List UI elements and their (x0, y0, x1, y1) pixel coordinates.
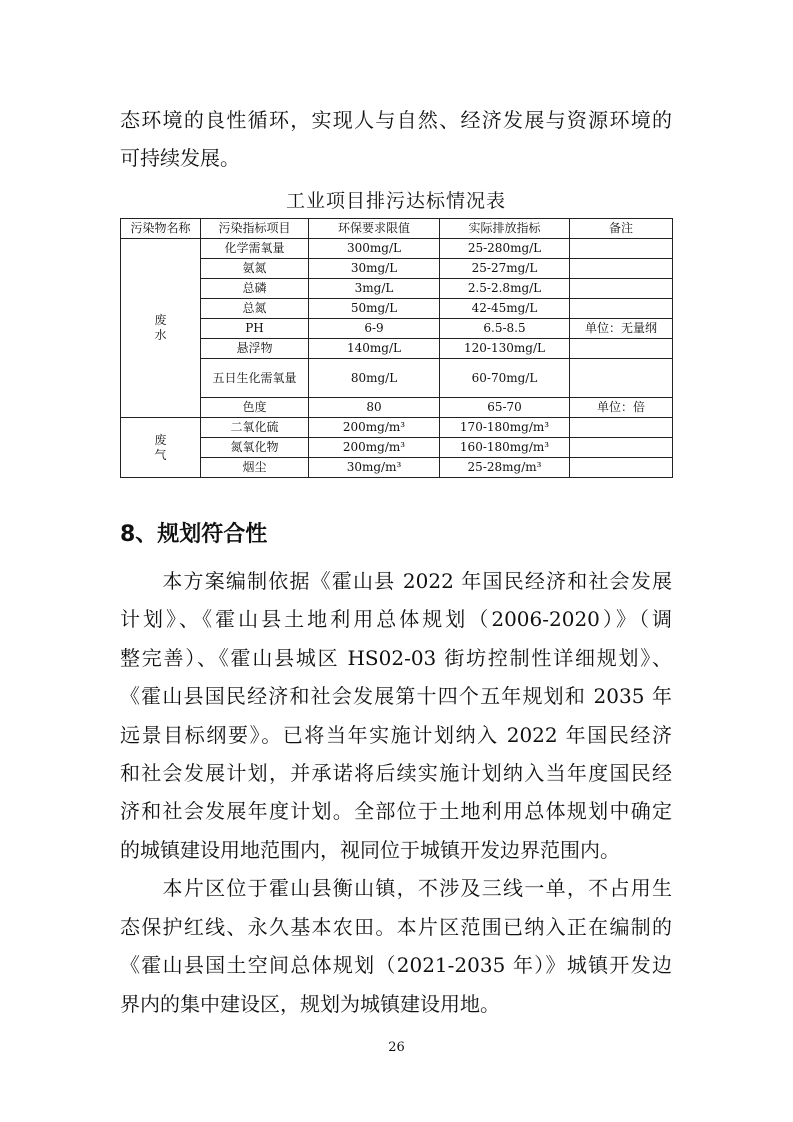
table-row (121, 319, 673, 339)
cell-limit: 80 (309, 398, 440, 418)
cell-item: 二氧化硫 (201, 418, 309, 438)
cell-limit: 200mg/m³ (309, 418, 440, 438)
cell-limit: 80mg/L (309, 359, 440, 398)
table-row (121, 418, 673, 438)
group-name-exhaust: 废 气 (121, 418, 201, 478)
cell-actual: 2.5-2.8mg/L (440, 279, 570, 299)
cell-note (570, 418, 673, 438)
header-note: 备注 (570, 219, 673, 239)
cell-note (570, 458, 673, 478)
table-row (121, 438, 673, 458)
cell-actual: 6.5-8.5 (440, 319, 570, 339)
cell-actual: 42-45mg/L (440, 299, 570, 319)
cell-limit: 200mg/m³ (309, 438, 440, 458)
para1-line-8: 的城镇建设用地范围内，视同位于城镇开发边界范围内。 (120, 838, 620, 862)
para1-line-5: 远景目标纲要》。已将当年实施计划纳入 2022 年国民经济 (120, 723, 672, 747)
cell-item: 色度 (201, 398, 309, 418)
cell-limit: 6-9 (309, 319, 440, 339)
cell-item: 五日生化需氧量 (201, 359, 309, 398)
table-row (121, 279, 673, 299)
table-row (121, 339, 673, 359)
table-row (121, 359, 673, 398)
cell-note (570, 359, 673, 398)
cell-item: 化学需氧量 (201, 239, 309, 259)
cell-note: 单位：倍 (570, 398, 673, 418)
para1-line-7: 济和社会发展年度计划。全部位于土地利用总体规划中确定 (120, 799, 672, 823)
table-row (121, 239, 673, 259)
cell-limit: 30mg/m³ (309, 458, 440, 478)
cell-actual: 25-280mg/L (440, 239, 570, 259)
page-number: 26 (388, 1040, 405, 1055)
cell-note (570, 259, 673, 279)
section-heading: 8、规划符合性 (120, 522, 268, 547)
cell-item: 总磷 (201, 279, 309, 299)
cell-actual: 120-130mg/L (440, 339, 570, 359)
cell-limit: 30mg/L (309, 259, 440, 279)
cell-actual: 160-180mg/m³ (440, 438, 570, 458)
cell-limit: 3mg/L (309, 279, 440, 299)
cell-note (570, 279, 673, 299)
table-caption: 工业项目排污达标情况表 (285, 190, 506, 212)
para1-line-4: 《霍山县国民经济和社会发展第十四个五年规划和 2035 年 (120, 684, 672, 708)
para2-line-2: 态保护红线、永久基本农田。本片区范围已纳入正在编制的 (120, 915, 672, 939)
table-row (121, 458, 673, 478)
cell-note: 单位：无量纲 (570, 319, 673, 339)
intro-line-1: 态环境的良性循环，实现人与自然、经济发展与资源环境的 (120, 108, 672, 132)
cell-item: 总氮 (201, 299, 309, 319)
cell-item: 氨氮 (201, 259, 309, 279)
cell-note (570, 239, 673, 259)
para2-line-3: 《霍山县国土空间总体规划（2021-2035 年）》城镇开发边 (120, 953, 672, 977)
table-row (121, 299, 673, 319)
para1-line-1: 本方案编制依据《霍山县 2022 年国民经济和社会发展 (120, 569, 672, 593)
cell-note (570, 299, 673, 319)
cell-actual: 25-28mg/m³ (440, 458, 570, 478)
cell-actual: 170-180mg/m³ (440, 418, 570, 438)
cell-note (570, 339, 673, 359)
cell-limit: 300mg/L (309, 239, 440, 259)
group-name-wastewater: 废 水 (121, 239, 201, 418)
cell-item: 烟尘 (201, 458, 309, 478)
cell-actual: 25-27mg/L (440, 259, 570, 279)
intro-line-2: 可持续发展。 (120, 146, 240, 170)
cell-item: 悬浮物 (201, 339, 309, 359)
header-limit: 环保要求限值 (309, 219, 440, 239)
table-header-row (121, 219, 673, 239)
header-pollutant: 污染物名称 (121, 219, 201, 239)
cell-limit: 140mg/L (309, 339, 440, 359)
para2-line-4: 界内的集中建设区，规划为城镇建设用地。 (120, 992, 500, 1016)
header-actual: 实际排放指标 (440, 219, 570, 239)
cell-item: PH (201, 319, 309, 339)
cell-actual: 65-70 (440, 398, 570, 418)
cell-note (570, 438, 673, 458)
para2-line-1: 本片区位于霍山县衡山镇，不涉及三线一单，不占用生 (120, 876, 672, 900)
para1-line-6: 和社会发展计划，并承诺将后续实施计划纳入当年度国民经 (120, 761, 672, 785)
table-row (121, 398, 673, 418)
table-row (121, 259, 673, 279)
cell-item: 氮氧化物 (201, 438, 309, 458)
cell-actual: 60-70mg/L (440, 359, 570, 398)
para1-line-2: 计划》、《霍山县土地利用总体规划（2006-2020）》（调 (120, 607, 672, 631)
pollution-table (120, 218, 673, 478)
header-item: 污染指标项目 (201, 219, 309, 239)
para1-line-3: 整完善）、《霍山县城区 HS02-03 街坊控制性详细规划》、 (120, 646, 672, 670)
cell-limit: 50mg/L (309, 299, 440, 319)
